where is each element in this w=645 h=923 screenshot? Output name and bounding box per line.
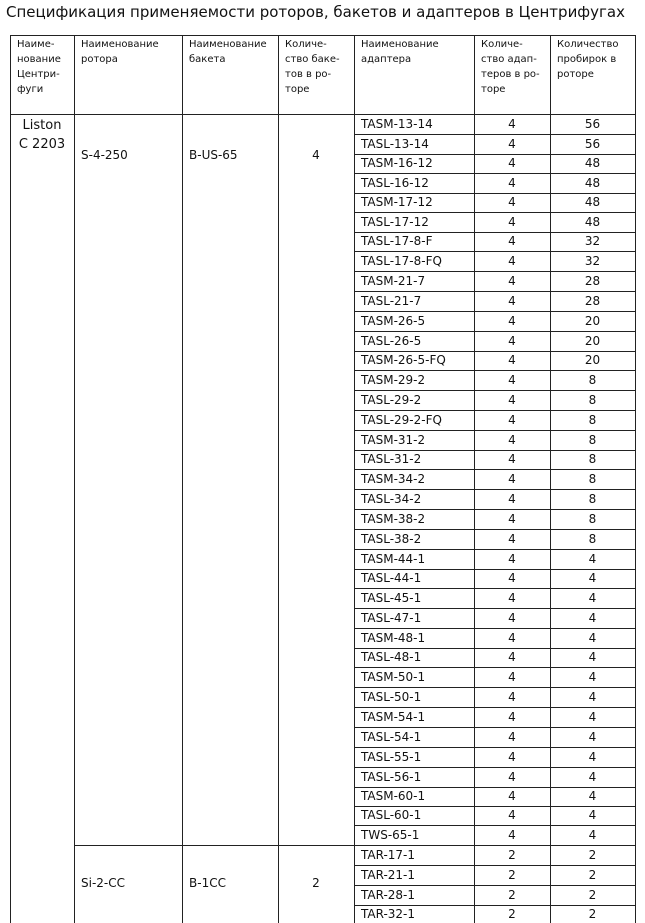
tube-count: 8 [588,433,597,447]
adapter-name: TASM-21-7 [361,274,426,288]
adapter-count: 2 [508,907,516,921]
adapter-count: 4 [508,828,516,842]
adapter-name: TASM-54-1 [361,710,426,724]
tube-count: 48 [584,176,601,190]
header-adapter-count: теров в ро- [481,69,540,80]
adapter-count: 4 [508,710,516,724]
adapter-name: TASM-50-1 [361,670,426,684]
tube-count: 32 [584,254,601,268]
tube-count: 32 [584,234,601,248]
adapter-count: 4 [508,512,516,526]
adapter-count: 2 [508,888,516,902]
adapter-name: TASL-54-1 [361,730,422,744]
adapter-name: TASL-13-14 [361,137,429,151]
adapter-count: 4 [508,176,516,190]
adapter-count: 4 [508,334,516,348]
group-divider [74,845,354,846]
adapter-name: TASL-31-2 [361,452,422,466]
header-adapter-count: Количе- [481,39,523,50]
adapter-count: 4 [508,117,516,131]
rotor-name: Si-2-CC [81,876,126,890]
adapter-name: TASL-44-1 [361,571,422,585]
adapter-name: TASL-55-1 [361,750,422,764]
adapter-count: 4 [508,591,516,605]
column-divider [182,35,183,923]
tube-count: 48 [584,195,601,209]
bucket-name: B-1CC [189,876,226,890]
adapter-name: TASL-29-2-FQ [361,413,442,427]
tube-count: 4 [588,611,597,625]
adapter-count: 4 [508,730,516,744]
tube-count: 8 [588,512,597,526]
tube-count: 8 [588,532,597,546]
tube-count: 48 [584,156,601,170]
adapter-name: TAR-32-1 [361,907,416,921]
page-title: Спецификация применяемости роторов, бакетов и адаптеров в Центрифугах [6,3,625,21]
adapter-name: TASM-34-2 [361,472,426,486]
adapter-count: 4 [508,690,516,704]
adapter-name: TASM-29-2 [361,373,426,387]
tube-count: 8 [588,393,597,407]
header-adapter: адаптера [361,54,412,65]
header-centrifuge: Центри- [17,69,60,80]
header-rotor: Наименование [81,39,159,50]
adapter-name: TASL-21-7 [361,294,422,308]
adapter-count: 4 [508,294,516,308]
adapter-count: 4 [508,770,516,784]
header-tube-count: роторе [557,69,594,80]
adapter-count: 4 [508,611,516,625]
adapter-count: 4 [508,532,516,546]
adapter-name: TASL-26-5 [361,334,422,348]
tube-count: 2 [588,907,597,921]
tube-count: 4 [588,591,597,605]
tube-count: 8 [588,472,597,486]
adapter-name: TASL-34-2 [361,492,422,506]
adapter-name: TASM-16-12 [361,156,433,170]
tube-count: 56 [584,137,601,151]
tube-count: 20 [584,334,601,348]
adapter-count: 4 [508,552,516,566]
adapter-name: TASM-60-1 [361,789,426,803]
adapter-name: TASL-47-1 [361,611,422,625]
rotor-name: S-4-250 [81,148,128,162]
tube-count: 20 [584,314,601,328]
header-bucket: бакета [189,54,226,65]
header-bucket-count: ство баке- [285,54,340,65]
adapter-name: TASM-17-12 [361,195,433,209]
header-bucket-count: Количе- [285,39,327,50]
adapter-name: TASL-38-2 [361,532,422,546]
tube-count: 4 [588,789,597,803]
tube-count: 8 [588,452,597,466]
adapter-count: 2 [508,868,516,882]
adapter-name: TASL-17-8-F [361,234,433,248]
column-divider [354,35,355,923]
adapter-name: TASL-48-1 [361,650,422,664]
tube-count: 2 [588,848,597,862]
adapter-count: 4 [508,750,516,764]
header-tube-count: Количество [557,39,619,50]
adapter-name: TASL-17-8-FQ [361,254,442,268]
adapter-name: TASL-17-12 [361,215,429,229]
adapter-count: 4 [508,472,516,486]
tube-count: 4 [588,631,597,645]
adapter-count: 4 [508,274,516,288]
header-adapter: Наименование [361,39,439,50]
header-centrifuge: нование [17,54,61,65]
tube-count: 20 [584,353,601,367]
adapter-name: TASM-44-1 [361,552,426,566]
bucket-count: 2 [312,876,320,890]
adapter-name: TAR-21-1 [361,868,416,882]
adapter-count: 2 [508,848,516,862]
tube-count: 4 [588,828,597,842]
adapter-count: 4 [508,789,516,803]
adapter-count: 4 [508,393,516,407]
adapter-count: 4 [508,353,516,367]
adapter-name: TASL-16-12 [361,176,429,190]
tube-count: 4 [588,730,597,744]
adapter-count: 4 [508,215,516,229]
tube-count: 28 [584,274,601,288]
adapter-count: 4 [508,314,516,328]
header-centrifuge: фуги [17,84,44,95]
tube-count: 56 [584,117,601,131]
tube-count: 2 [588,868,597,882]
adapter-name: TASM-31-2 [361,433,426,447]
adapter-count: 4 [508,234,516,248]
tube-count: 4 [588,808,597,822]
adapter-name: TASM-38-2 [361,512,426,526]
adapter-name: TASM-26-5-FQ [361,353,446,367]
adapter-count: 4 [508,195,516,209]
table-top-border [10,35,636,36]
tube-count: 8 [588,373,597,387]
centrifuge-name: Liston [22,118,62,133]
tube-count: 4 [588,571,597,585]
adapter-count: 4 [508,670,516,684]
adapter-count: 4 [508,413,516,427]
column-divider [635,35,636,923]
adapter-name: TASM-26-5 [361,314,426,328]
header-bucket-count: торе [285,84,310,95]
bucket-count: 4 [312,148,320,162]
adapter-count: 4 [508,156,516,170]
adapter-name: TASL-60-1 [361,808,422,822]
adapter-name: TAR-28-1 [361,888,416,902]
tube-count: 8 [588,492,597,506]
tube-count: 48 [584,215,601,229]
header-tube-count: пробирок в [557,54,617,65]
adapter-count: 4 [508,571,516,585]
adapter-count: 4 [508,808,516,822]
header-rotor: ротора [81,54,118,65]
adapter-count: 4 [508,137,516,151]
tube-count: 4 [588,552,597,566]
tube-count: 2 [588,888,597,902]
adapter-name: TASL-45-1 [361,591,422,605]
tube-count: 4 [588,770,597,784]
column-divider [74,35,75,923]
header-bucket-count: тов в ро- [285,69,332,80]
adapter-count: 4 [508,650,516,664]
adapter-name: TASL-50-1 [361,690,422,704]
adapter-name: TASL-29-2 [361,393,422,407]
adapter-count: 4 [508,492,516,506]
adapter-count: 4 [508,631,516,645]
tube-count: 4 [588,710,597,724]
centrifuge-model: C 2203 [18,137,66,152]
adapter-name: TASL-56-1 [361,770,422,784]
tube-count: 4 [588,690,597,704]
adapter-count: 4 [508,254,516,268]
adapter-name: TAR-17-1 [361,848,416,862]
tube-count: 28 [584,294,601,308]
adapter-name: TASM-13-14 [361,117,433,131]
header-centrifuge: Наиме- [17,39,55,50]
header-bucket: Наименование [189,39,267,50]
header-adapter-count: торе [481,84,506,95]
header-adapter-count: ство адап- [481,54,537,65]
adapter-name: TASM-48-1 [361,631,426,645]
tube-count: 4 [588,670,597,684]
adapter-count: 4 [508,433,516,447]
adapter-name: TWS-65-1 [361,828,420,842]
tube-count: 4 [588,650,597,664]
adapter-count: 4 [508,373,516,387]
tube-count: 4 [588,750,597,764]
column-divider [278,35,279,923]
column-divider [10,35,11,923]
bucket-name: B-US-65 [189,148,238,162]
tube-count: 8 [588,413,597,427]
adapter-count: 4 [508,452,516,466]
